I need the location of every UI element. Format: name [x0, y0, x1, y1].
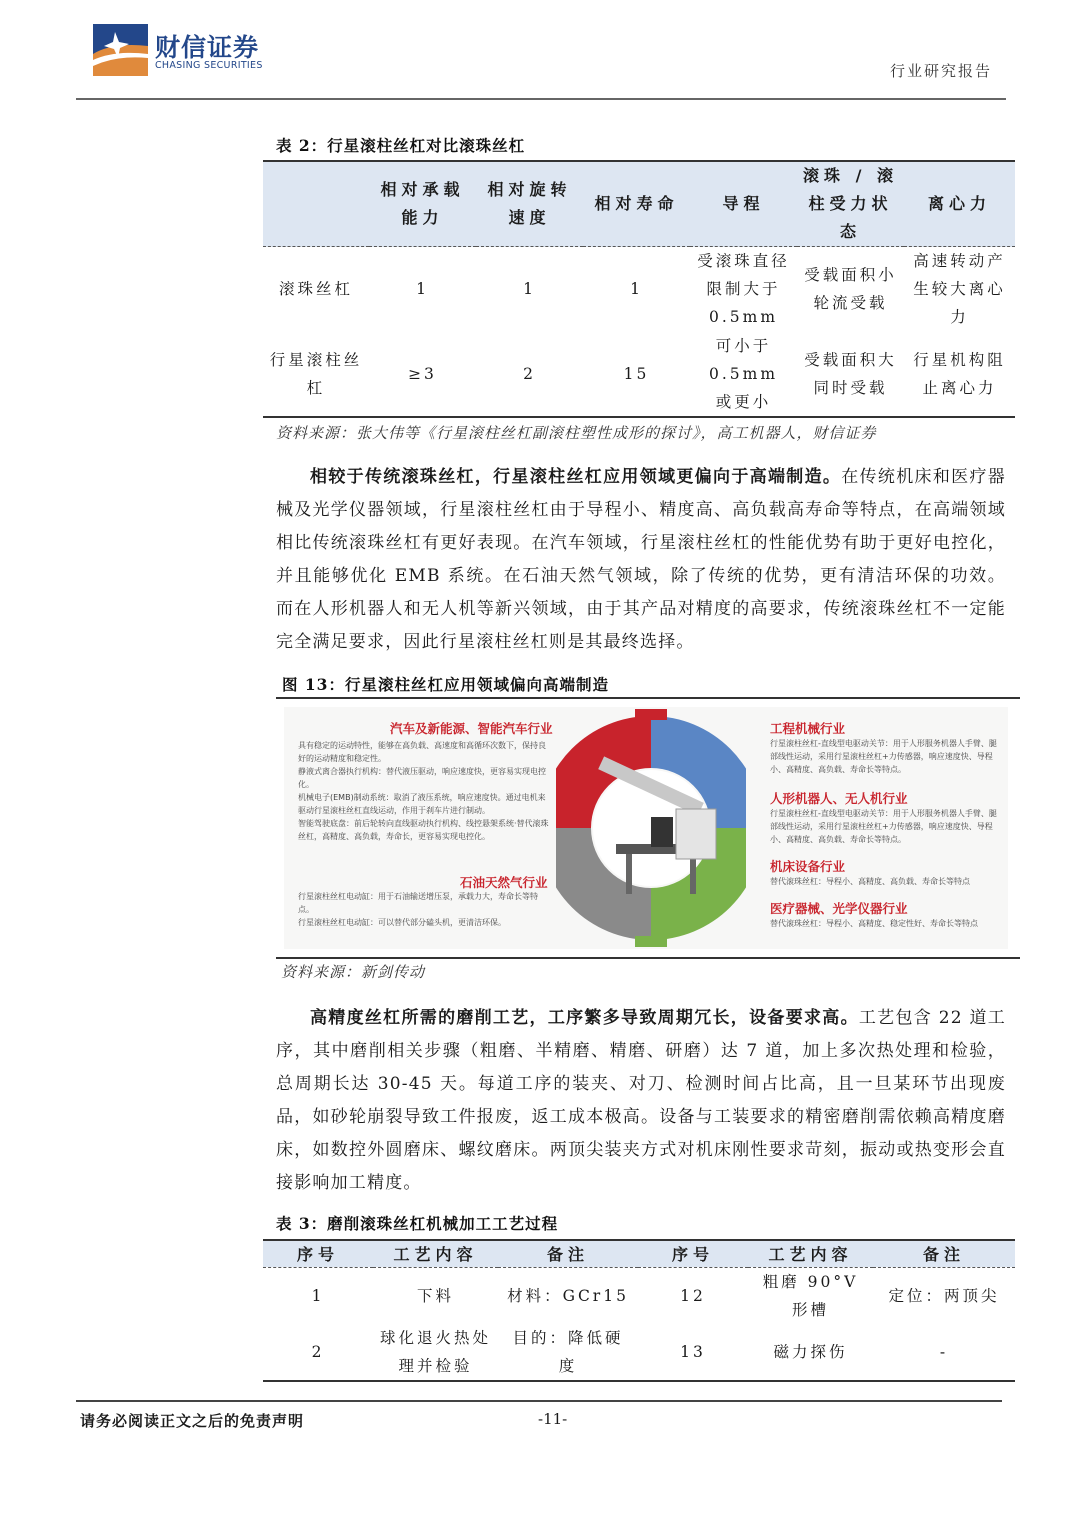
- brand-name-cn: 财信证券: [155, 33, 260, 62]
- table-cell: 滚珠丝杠: [278, 280, 353, 299]
- body-paragraph-2: [276, 1002, 1006, 1200]
- field-title: 汽车及新能源、智能汽车行业: [390, 721, 553, 736]
- figure-top-divider: [276, 697, 1020, 699]
- disclaimer-notice: 请务必阅读正文之后的免责声明: [80, 1412, 305, 1430]
- paragraph-lead: 高精度丝杠所需的磨削工艺，工序繁多导致周期冗长，设备要求高。: [310, 1008, 859, 1028]
- table-cell: 2: [523, 364, 536, 383]
- field-text: 智能驾驶底盘：前后轮转向直线驱动执行机构、线控悬架系统·替代滚珠丝杠，高精度、高负载，寿命长，更容易实现电控化。: [298, 819, 549, 841]
- table-header-cell: 备注: [922, 1245, 965, 1265]
- report-type-label: 行业研究报告: [889, 62, 992, 80]
- field-title: 工程机械行业: [770, 721, 846, 736]
- table-row: [263, 247, 1015, 332]
- paragraph-body: 工艺包含 22 道工序，其中磨削相关步骤（粗磨、半精磨、精磨、研磨）达 7 道，加上多次热处理和检验，总周期长达 30-45 天。每道工序的装夹、对刀、检测时间占比高，且一旦某环节出现废品，如砂轮崩裂导致工件报废，返工成本极高。设备与工装要求的精密磨削需依赖高精度磨床，如数控外圆磨床、螺纹磨床。两顶尖装夹方式对机床刚性要求苛刻，振动或热变形会直接影响加工精度。: [276, 1008, 1006, 1193]
- table-header-cell: 导程: [722, 194, 765, 213]
- field-text: 替代滚珠丝杠：导程小、高精度、稳定性好、寿命长等特点: [770, 919, 978, 928]
- table-row: [263, 1267, 1015, 1324]
- table-header-cell: 工艺内容: [768, 1245, 853, 1265]
- table-cell: 1: [523, 280, 536, 299]
- field-text: 行星滚柱丝杠电动缸：用于石油输送增压泵，承载力大，寿命长等特点。: [298, 892, 538, 914]
- table-row: [263, 1324, 1015, 1381]
- table-row: [263, 332, 1015, 417]
- page-number: -11-: [538, 1410, 568, 1428]
- table-cell: 高速转动产生较大离心力: [913, 252, 1006, 327]
- figure13-source: 资料来源：新剑传动: [281, 963, 426, 981]
- paragraph-lead: 相较于传统滚珠丝杠，行星滚柱丝杠应用领域更偏向于高端制造。: [310, 467, 842, 487]
- table-cell: 行星机构阻止离心力: [913, 350, 1006, 397]
- table-cell: 磁力探伤: [773, 1343, 848, 1361]
- figure-bottom-divider: [276, 957, 1020, 959]
- table2-caption: 表 2：行星滚柱丝杠对比滚珠丝杠: [276, 136, 526, 155]
- field-text: 行星滚柱丝杠电动缸：可以替代部分磕头机，更清洁环保。: [298, 918, 506, 927]
- paragraph-body: 在传统机床和医疗器械及光学仪器领域，行星滚柱丝杠由于导程小、精度高、高负载高寿命等特点，在高端领域相比传统滚珠丝杠有更好表现。在汽车领域，行星滚柱丝杠的性能优势有助于更好电控化，并且能够优化 EMB 系统。在石油天然气领域，除了传统的优势，更有清洁环保的功效。而在人形机器人和无人机等新兴领域，由于其产品对精度的高要求，传统滚珠丝杠不一定能完全满足要求，因此行星滚柱丝杠则是其最终选择。: [276, 467, 1006, 652]
- table-cell: 受载面积大同时受载: [804, 350, 897, 397]
- table-cell: 受载面积小轮流受载: [804, 266, 897, 313]
- field-title: 石油天然气行业: [460, 875, 548, 890]
- table-cell: -: [939, 1343, 949, 1361]
- table-cell: ≥3: [408, 364, 437, 383]
- table-cell: 定位：两顶尖: [888, 1286, 1000, 1305]
- brand-name-en: CHASING SECURITIES: [155, 60, 263, 71]
- table-header-cell: 滚珠 / 滚柱受力状态: [803, 166, 898, 241]
- table-cell: 12: [680, 1286, 706, 1305]
- field-text: 具有稳定的运动特性，能够在高负载、高速度和高循环次数下，保持良好的运动精度和稳定性。: [298, 741, 546, 763]
- table-header-cell: 相对寿命: [594, 194, 679, 213]
- header-divider: [76, 98, 1006, 100]
- gear-graphic: [556, 709, 746, 947]
- table-header-cell: 相对承载能力: [380, 180, 465, 227]
- table-cell: 1: [416, 280, 429, 299]
- table-cell: 下料: [416, 1286, 454, 1305]
- field-text: 替代滚珠丝杠：导程小、高精度、高负载、寿命长等特点: [770, 877, 970, 886]
- field-text: 机械电子(EMB)制动系统：取消了液压系统，响应速度快。通过电机来驱动行星滚柱丝杠直线运动，作用于刹车片进行制动。: [298, 793, 546, 815]
- field-text: 行星滚柱丝杠-直线型电驱动关节：用于人形服务机器人手臂、腿部线性运动，采用行星滚柱丝杠+力传感器，响应速度快、导程小、高精度、高负载、寿命长等特点。: [770, 809, 997, 844]
- table-cell: 2: [311, 1343, 325, 1361]
- footer-divider: [76, 1400, 1002, 1402]
- field-title: 人形机器人、无人机行业: [770, 791, 908, 806]
- table2-source: 资料来源：张大伟等《行星滚柱丝杠副滚柱塑性成形的探讨》，高工机器人，财信证券: [276, 424, 877, 442]
- table-cell: 球化退火热处理并检验: [379, 1329, 491, 1375]
- table-header-cell: 序号: [296, 1245, 339, 1265]
- table-cell: 材料：GCr15: [507, 1286, 629, 1305]
- body-paragraph-1: [276, 461, 1006, 659]
- table-header-row: [263, 1240, 1015, 1267]
- table-header-cell: 相对旋转速度: [487, 180, 572, 227]
- table-cell: 行星滚柱丝杠: [269, 350, 363, 397]
- table-header-cell: [263, 161, 369, 247]
- process-table: [263, 1239, 1015, 1382]
- table-header-cell: 序号: [671, 1245, 714, 1265]
- table-header-cell: 备注: [546, 1245, 589, 1265]
- table-cell: 15: [623, 364, 650, 383]
- table-header-cell: 离心力: [927, 194, 991, 213]
- table-cell: 可小于 0.5mm 或更小: [708, 336, 779, 411]
- company-logo: [93, 24, 148, 76]
- table-cell: 1: [311, 1286, 325, 1305]
- field-title: 机床设备行业: [770, 859, 846, 874]
- comparison-table: [263, 160, 1015, 418]
- table3-caption: 表 3：磨削滚珠丝杠机械加工工艺过程: [276, 1214, 559, 1233]
- table-header-cell: 工艺内容: [393, 1245, 478, 1265]
- table-cell: 目的：降低硬度: [512, 1329, 624, 1375]
- field-title: 医疗器械、光学仪器行业: [770, 901, 908, 916]
- figure13-caption: 图 13：行星滚柱丝杠应用领域偏向高端制造: [282, 675, 609, 694]
- table-cell: 1: [630, 280, 643, 299]
- table-cell: 13: [680, 1343, 706, 1361]
- table-header-row: [263, 161, 1015, 247]
- table-cell: 粗磨 90°V 形槽: [762, 1272, 859, 1319]
- field-text: 行星滚柱丝杠-直线型电驱动关节：用于人形服务机器人手臂、腿部线性运动，采用行星滚柱丝杠+力传感器，响应速度快、导程小、高精度、高负载、寿命长等特点。: [770, 739, 997, 774]
- application-fields-figure: [284, 707, 1008, 949]
- table-cell: 受滚珠直径限制大于 0.5mm: [697, 252, 790, 327]
- field-text: 静液式离合器执行机构：替代液压驱动，响应速度快，更容易实现电控化。: [298, 767, 546, 789]
